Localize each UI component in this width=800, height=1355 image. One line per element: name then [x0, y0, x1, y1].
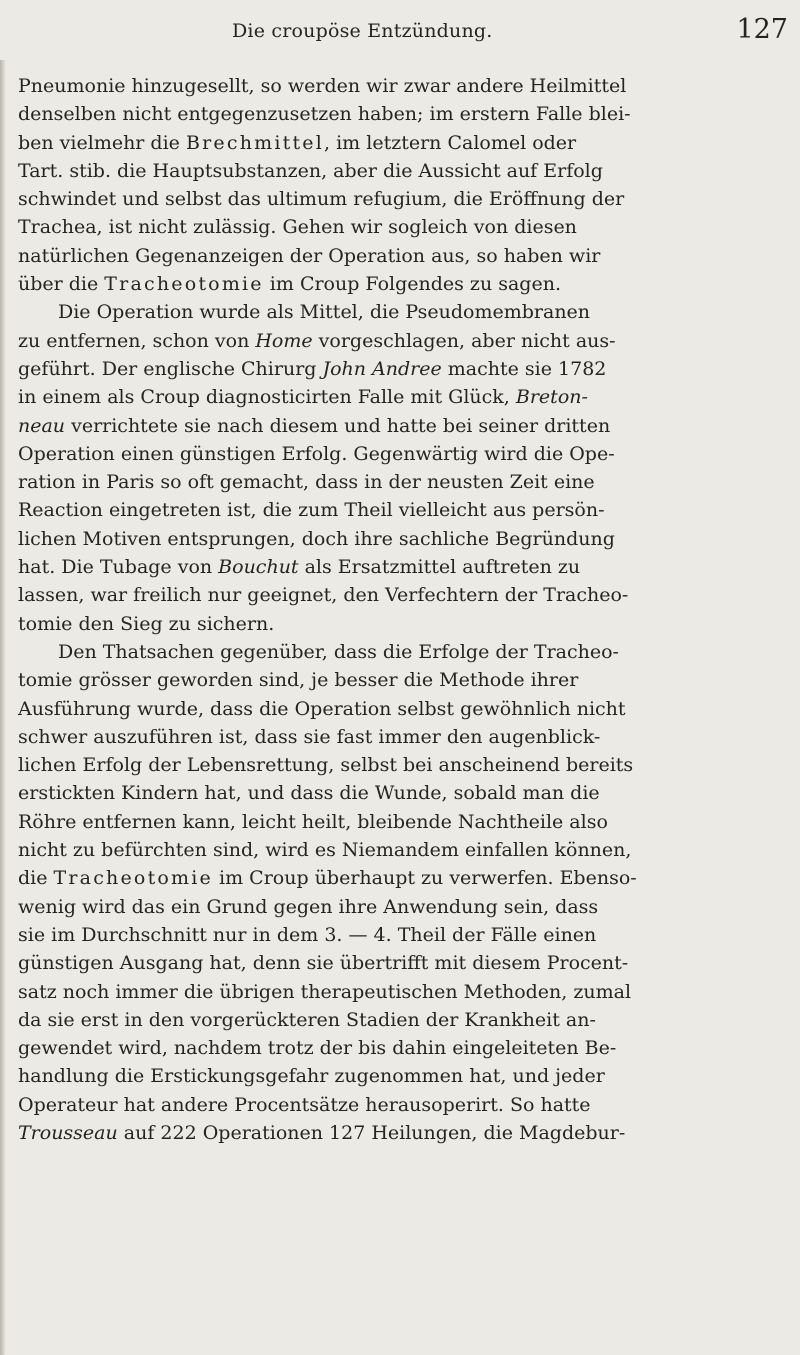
text-line: schwindet und selbst das ultimum refugium, die Eröffnung der: [18, 188, 625, 211]
text-line: hat. Die Tubage von Bouchut als Ersatzmittel auftreten zu: [18, 556, 581, 579]
text-line: handlung die Erstickungsgefahr zugenommen hat, und jeder: [18, 1065, 605, 1088]
page-number: 127: [736, 14, 788, 45]
body-text: [18, 72, 798, 1147]
text-line: über die Tracheotomie im Croup Folgendes zu sagen.: [18, 273, 561, 296]
text-line: Trousseau auf 222 Operationen 127 Heilungen, die Magdebur-: [18, 1121, 626, 1144]
text-line: Operateur hat andere Procentsätze herausoperirt. So hatte: [18, 1093, 591, 1116]
text-line: gewendet wird, nachdem trotz der bis dahin eingeleiteten Be-: [18, 1037, 617, 1060]
text-line: schwer auszuführen ist, dass sie fast immer den augenblick-: [18, 725, 601, 748]
text-line: Pneumonie hinzugesellt, so werden wir zwar andere Heilmittel: [18, 75, 627, 97]
text-line: günstigen Ausgang hat, denn sie übertrifft mit diesem Procent-: [18, 952, 629, 975]
text-line: lassen, war freilich nur geeignet, den Verfechtern der Tracheo-: [18, 584, 629, 607]
text-line: Die Operation wurde als Mittel, die Pseudomembranen: [58, 301, 591, 324]
text-line: ben vielmehr die Brechmittel, im letztern Calomel oder: [18, 131, 577, 154]
text-line: ration in Paris so oft gemacht, dass in der neusten Zeit eine: [18, 471, 595, 494]
text-line: Den Thatsachen gegenüber, dass die Erfolge der Tracheo-: [58, 640, 619, 663]
text-line: Röhre entfernen kann, leicht heilt, bleibende Nachtheile also: [18, 810, 608, 833]
text-line: sie im Durchschnitt nur in dem 3. — 4. Theil der Fälle einen: [18, 923, 597, 946]
text-line: lichen Motiven entsprungen, doch ihre sachliche Begründung: [18, 527, 615, 550]
text-line: Reaction eingetreten ist, die zum Theil vielleicht aus persön-: [18, 499, 605, 522]
page-gutter-shadow: [0, 60, 5, 1355]
text-line: neau verrichtete sie nach diesem und hatte bei seiner dritten: [18, 414, 611, 437]
text-line: nicht zu befürchten sind, wird es Niemandem einfallen können,: [18, 839, 632, 862]
text-line: in einem als Croup diagnosticirten Falle mit Glück, Breton-: [18, 386, 588, 409]
text-line: lichen Erfolg der Lebensrettung, selbst bei anscheinend bereits: [18, 754, 634, 777]
text-line: zu entfernen, schon von Home vorgeschlagen, aber nicht aus-: [18, 329, 616, 352]
text-line: da sie erst in den vorgerückteren Stadien der Krankheit an-: [18, 1008, 596, 1031]
text-line: denselben nicht entgegenzusetzen haben; im erstern Falle blei-: [18, 103, 631, 126]
text-line: wenig wird das ein Grund gegen ihre Anwendung sein, dass: [18, 895, 599, 918]
page-header: [0, 10, 800, 50]
text-line: Ausführung wurde, dass die Operation selbst gewöhnlich nicht: [18, 697, 626, 720]
text-line: tomie grösser geworden sind, je besser die Methode ihrer: [18, 669, 579, 692]
text-line: natürlichen Gegenanzeigen der Operation aus, so haben wir: [18, 244, 601, 267]
text-line: erstickten Kindern hat, und dass die Wunde, sobald man die: [18, 782, 600, 805]
text-line: tomie den Sieg zu sichern.: [18, 612, 275, 635]
text-line: Trachea, ist nicht zulässig. Gehen wir sogleich von diesen: [18, 216, 577, 239]
text-line: satz noch immer die übrigen therapeutischen Methoden, zumal: [18, 980, 632, 1003]
running-head: Die croupöse Entzündung.: [232, 20, 493, 42]
text-line: Operation einen günstigen Erfolg. Gegenwärtig wird die Ope-: [18, 442, 615, 465]
text-line: geführt. Der englische Chirurg John Andree machte sie 1782: [18, 357, 607, 380]
text-line: Tart. stib. die Hauptsubstanzen, aber die Aussicht auf Erfolg: [18, 159, 603, 182]
text-line: die Tracheotomie im Croup überhaupt zu verwerfen. Ebenso-: [18, 867, 637, 890]
